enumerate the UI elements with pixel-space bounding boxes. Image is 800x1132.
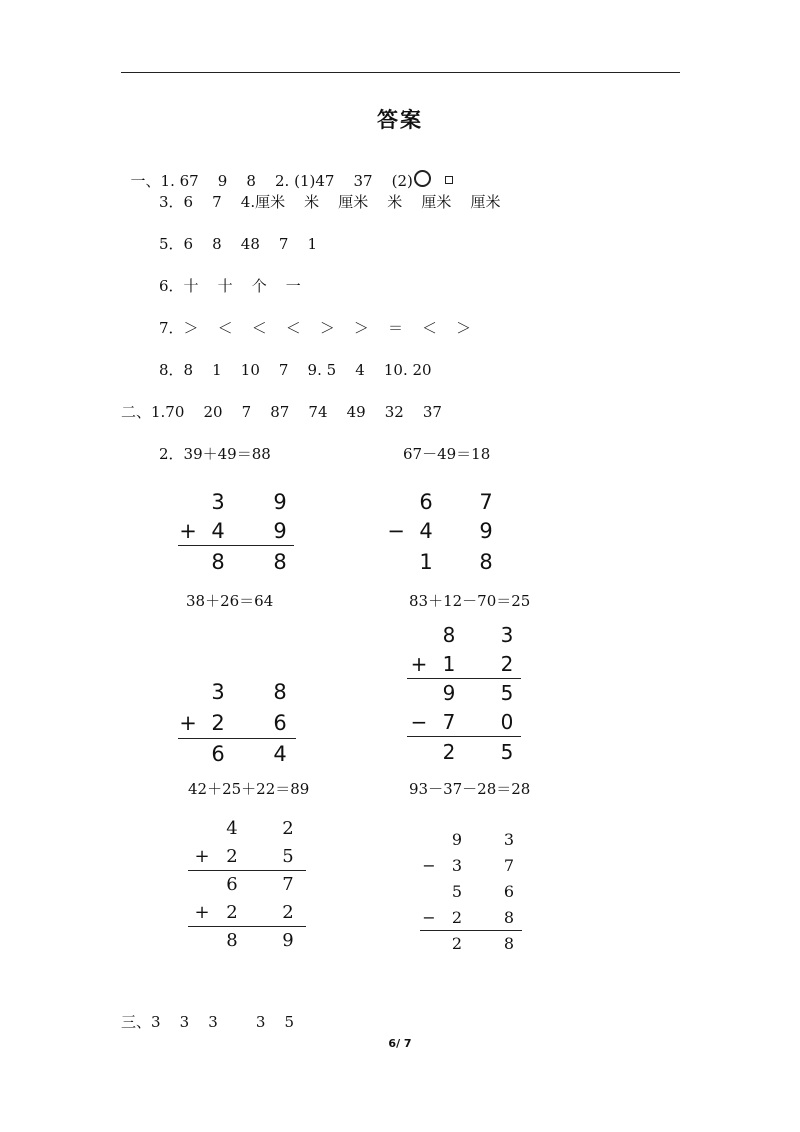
equation-5: 42＋25＋22＝89 <box>188 780 310 798</box>
answer-line-6: 8．8 1 10 7 9. 5 4 10. 20 <box>159 361 432 379</box>
calc-digit: 4 <box>419 519 433 543</box>
calc-digit: 2 <box>282 902 294 923</box>
answer-line-8: 三、3 3 3 3 5 <box>121 1013 295 1031</box>
answer-line-1 <box>121 150 453 191</box>
header-rule <box>121 72 680 73</box>
page-title: 答案 <box>377 108 423 132</box>
calc-digit: 6 <box>419 490 433 514</box>
calc-digit: 2 <box>226 902 238 923</box>
calc-digit: 8 <box>273 680 287 704</box>
calc-digit: 3 <box>500 623 514 647</box>
page-number: 6/ 7 <box>388 1037 412 1050</box>
calc-line <box>407 736 521 737</box>
calc-digit: 5 <box>451 882 463 901</box>
calc-digit: 2 <box>451 908 463 927</box>
answer-line-7: 二、1.70 20 7 87 74 49 32 37 <box>121 403 442 421</box>
calc-digit: 8 <box>503 908 515 927</box>
calc-sign: − <box>387 519 405 543</box>
calc-digit: 8 <box>479 550 493 574</box>
calc-digit: 3 <box>503 830 515 849</box>
calc-digit: 9 <box>273 519 287 543</box>
calc-digit: 6 <box>273 711 287 735</box>
calc-digit: 8 <box>442 623 456 647</box>
calc-digit: 8 <box>503 934 515 953</box>
answer-line-2: 3．6 7 4.厘米 米 厘米 米 厘米 厘米 <box>159 193 501 211</box>
calc-digit: 1 <box>442 652 456 676</box>
calc-digit: 5 <box>282 846 294 867</box>
calc-sign: + <box>410 652 428 676</box>
calc-digit: 2 <box>282 818 294 839</box>
calc-digit: 9 <box>282 930 294 951</box>
calc-digit: 6 <box>226 874 238 895</box>
equation-1: 2．39＋49＝88 <box>159 445 271 463</box>
calc-digit: 6 <box>211 742 225 766</box>
equation-6: 93－37－28＝28 <box>409 780 531 798</box>
calc-digit: 4 <box>273 742 287 766</box>
calc-digit: 7 <box>282 874 294 895</box>
calc-digit: 2 <box>226 846 238 867</box>
calc-digit: 0 <box>500 710 514 734</box>
calc-sign: + <box>179 519 197 543</box>
calc-digit: 5 <box>500 740 514 764</box>
calc-digit: 2 <box>500 652 514 676</box>
answer-text: 一、1. 67 9 8 2. (1)47 37 (2) <box>130 172 413 190</box>
calc-digit: 6 <box>503 882 515 901</box>
calc-digit: 9 <box>479 519 493 543</box>
square-shape-icon <box>445 176 453 184</box>
equation-3: 38＋26＝64 <box>186 592 274 610</box>
calc-digit: 7 <box>503 856 515 875</box>
calc-sign: − <box>422 856 436 875</box>
answer-line-5: 7．＞ ＜ ＜ ＜ ＞ ＞ ＝ ＜ ＞ <box>159 319 472 337</box>
calc-sign: + <box>194 846 210 867</box>
calc-digit: 7 <box>479 490 493 514</box>
calc-digit: 4 <box>226 818 238 839</box>
calc-sign: + <box>179 711 197 735</box>
calc-digit: 3 <box>211 490 225 514</box>
calc-line <box>407 678 521 679</box>
equation-4: 83＋12－70＝25 <box>409 592 531 610</box>
equation-2: 67－49＝18 <box>403 445 491 463</box>
calc-sign: − <box>422 908 436 927</box>
answer-line-3: 5．6 8 48 7 1 <box>159 235 318 253</box>
calc-digit: 8 <box>273 550 287 574</box>
calc-digit: 3 <box>211 680 225 704</box>
calc-sign: + <box>194 902 210 923</box>
calc-digit: 9 <box>451 830 463 849</box>
calc-digit: 2 <box>451 934 463 953</box>
calc-digit: 8 <box>211 550 225 574</box>
calc-digit: 3 <box>451 856 463 875</box>
calc-digit: 7 <box>442 710 456 734</box>
calc-digit: 8 <box>226 930 238 951</box>
calc-line <box>178 545 294 546</box>
calc-digit: 5 <box>500 681 514 705</box>
calc-sign: − <box>410 710 428 734</box>
calc-line <box>420 930 522 931</box>
calc-digit: 2 <box>442 740 456 764</box>
calc-line <box>178 738 296 739</box>
answer-line-4: 6．十 十 个 一 <box>159 277 301 295</box>
circle-shape-icon <box>414 170 431 187</box>
calc-line <box>188 926 306 927</box>
calc-line <box>188 870 306 871</box>
calc-digit: 4 <box>211 519 225 543</box>
calc-digit: 9 <box>442 681 456 705</box>
calc-digit: 9 <box>273 490 287 514</box>
calc-digit: 1 <box>419 550 433 574</box>
calc-digit: 2 <box>211 711 225 735</box>
